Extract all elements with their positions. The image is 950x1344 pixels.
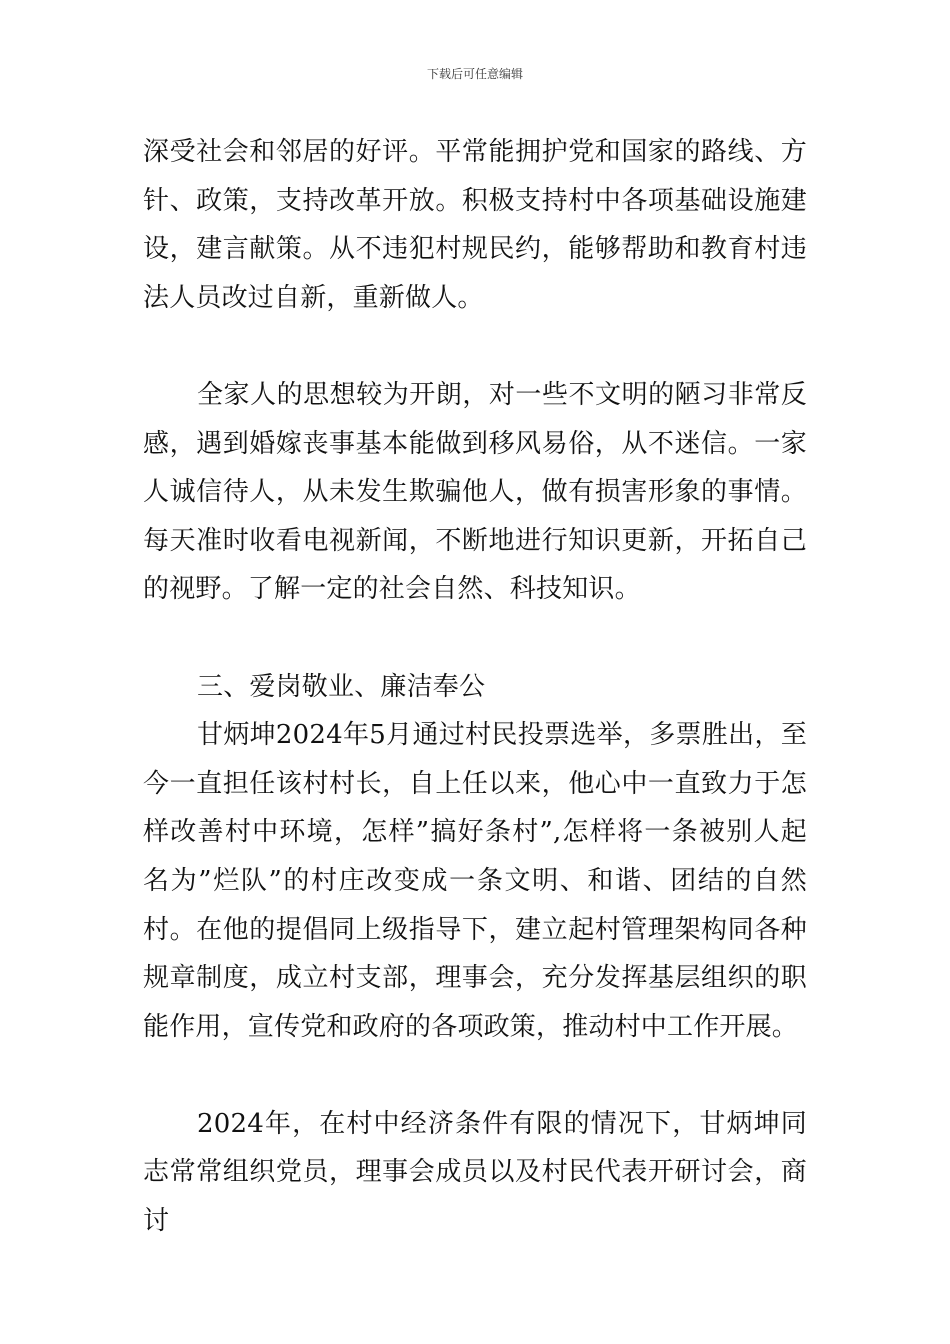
- paragraph-family-thinking: 全家人的思想较为开朗，对一些不文明的陋习非常反感，遇到婚嫁丧事基本能做到移风易俗，从不迷信。一家人诚信待人，从未发生欺骗他人，做有损害形象的事情。每天准时收看电视新闻，不断地进行知识更新，开拓自己的视野。了解一定的社会自然、科技知识。: [143, 379, 807, 605]
- paragraph-gap: [143, 322, 807, 371]
- paragraph-continued: 深受社会和邻居的好评。平常能拥护党和国家的路线、方针、政策，支持改革开放。积极支持村中各项基础设施建设，建言献策。从不违犯村规民约，能够帮助和教育村违法人员改过自新，重新做人。: [143, 137, 807, 313]
- paragraph-2024-meetings: 2024年，在村中经济条件有限的情况下，甘炳坤同志常常组织党员，理事会成员以及村民代表开研讨会，商讨: [143, 1108, 807, 1237]
- page-header: 下载后可任意编辑: [426, 67, 523, 81]
- paragraph-gap: [143, 614, 807, 663]
- paragraph-village-head: 甘炳坤2024年5月通过村民投票选举，多票胜出，至今一直担任该村村长，自上任以来，他心中一直致力于怎样改善村中环境，怎样”搞好条村”,怎样将一条被别人起名为”烂队”的村庄改变成一条文明、和谐、团结的自然村。在他的提倡同上级指导下，建立起村管理架构同各种规章制度，成立村支部，理事会，充分发挥基层组织的职能作用，宣传党和政府的各项政策，推动村中工作开展。: [143, 720, 807, 1042]
- document-body: [143, 128, 807, 1246]
- section-heading: 三、爱岗敬业、廉洁奉公: [197, 671, 486, 702]
- paragraph-gap: [143, 1051, 807, 1100]
